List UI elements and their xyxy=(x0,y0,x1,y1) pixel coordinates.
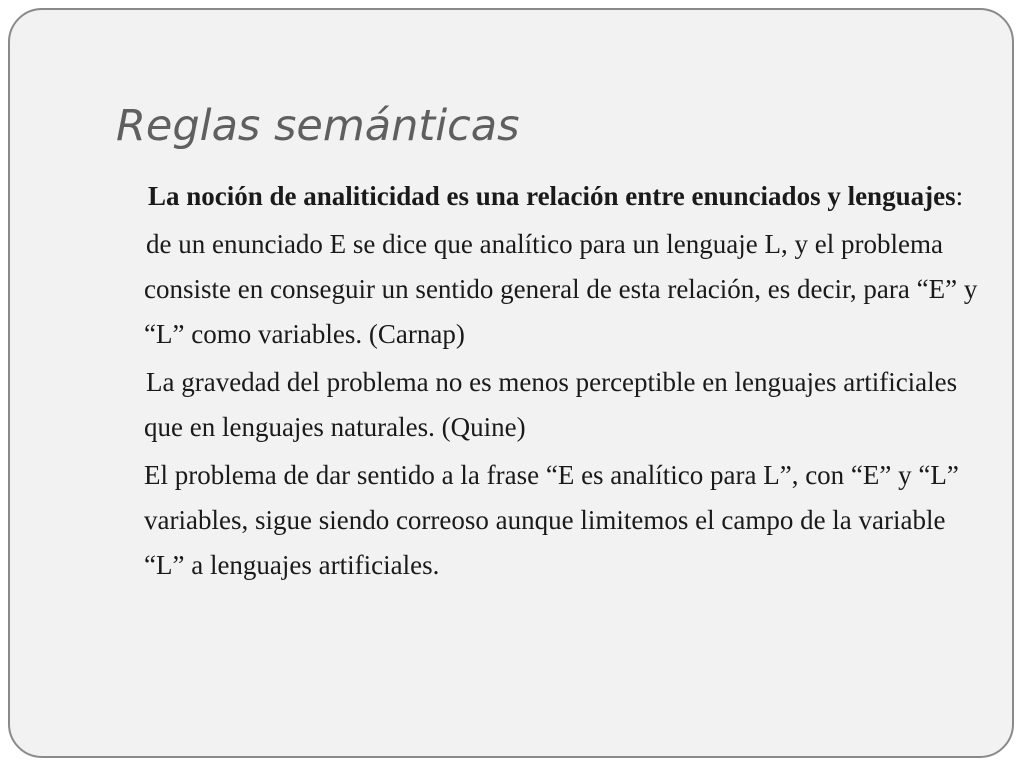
slide-title: Reglas semánticas xyxy=(116,101,520,151)
slide-body xyxy=(144,174,984,591)
paragraph-trailing-colon: : xyxy=(955,181,964,211)
paragraph-carnap: de un enunciado E se dice que analítico para un lenguaje L, y el problema consiste en conseguir un sentido general de esta relación, es decir, para “E” y “L” como variables. (Carnap) xyxy=(144,229,978,349)
paragraph-analyticity-definition xyxy=(144,174,984,219)
slide-frame xyxy=(8,8,1014,758)
paragraph-quine: La gravedad del problema no es menos perceptible en lenguajes artificiales que en lenguajes naturales. (Quine) xyxy=(144,367,958,442)
paragraph-bold-text: La noción de analiticidad es una relación entre enunciados y lenguajes xyxy=(148,181,956,211)
paragraph-problem: El problema de dar sentido a la frase “E es analítico para L”, con “E” y “L” variables, sigue siendo correoso aunque limitemos el campo de la variable “L” a lenguajes artificiales. xyxy=(144,460,959,580)
